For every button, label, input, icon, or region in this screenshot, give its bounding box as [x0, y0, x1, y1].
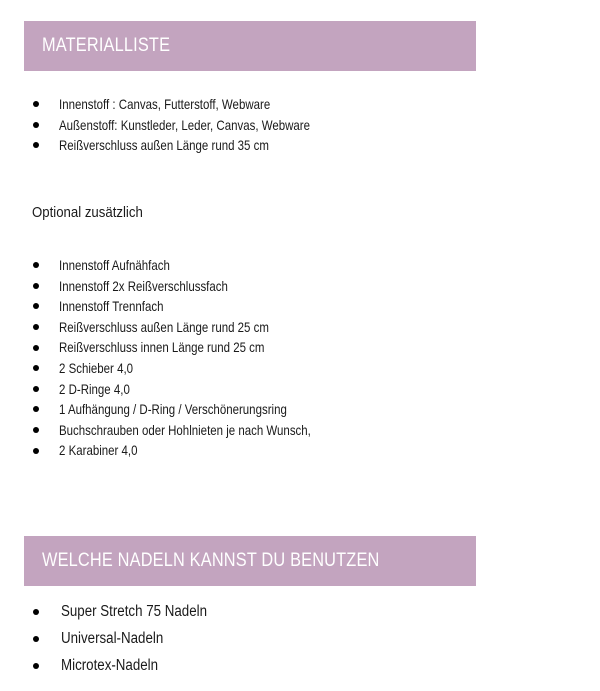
list-item-text: Buchschrauben oder Hohlnieten je nach Wunsch,	[59, 421, 311, 438]
bullet-icon	[33, 663, 39, 669]
bullet-icon	[33, 365, 39, 371]
bullet-icon	[33, 283, 39, 289]
list-item-text: 2 D-Ringe 4,0	[59, 380, 130, 397]
list-item-text: 1 Aufhängung / D-Ring / Verschönerungsring	[59, 401, 287, 418]
bullet-icon	[33, 262, 39, 268]
bullet-icon	[33, 406, 39, 412]
bullet-icon	[33, 448, 39, 454]
list-item-text: 2 Schieber 4,0	[59, 359, 134, 376]
bullet-icon	[33, 609, 39, 615]
bullet-icon	[33, 101, 39, 107]
bullet-icon	[33, 345, 39, 351]
list-item-text: Reißverschluss außen Länge rund 25 cm	[59, 318, 269, 335]
optional-heading: Optional zusätzlich	[32, 204, 143, 221]
list-item-text: Microtex-Nadeln	[61, 657, 159, 674]
bullet-icon	[33, 386, 39, 392]
bullet-icon	[33, 427, 39, 433]
list-item-text: Super Stretch 75 Nadeln	[61, 603, 207, 620]
bullet-icon	[33, 303, 39, 309]
materialliste-title: MATERIALLISTE	[42, 35, 171, 56]
nadeln-title: WELCHE NADELN KANNST DU BENUTZEN	[42, 550, 380, 571]
list-item-text: Außenstoff: Kunstleder, Leder, Canvas, Webware	[59, 116, 311, 133]
list-item-text: Universal-Nadeln	[61, 630, 164, 647]
list-item-text: Reißverschluss innen Länge rund 25 cm	[59, 339, 265, 356]
list-item-text: Innenstoff Trennfach	[59, 298, 164, 315]
list-item-text: Reißverschluss außen Länge rund 35 cm	[59, 137, 269, 153]
bullet-icon	[33, 142, 39, 148]
bullet-icon	[33, 636, 39, 642]
bullet-icon	[33, 324, 39, 330]
list-item-text: Innenstoff 2x Reißverschlussfach	[59, 277, 228, 294]
list-item-text: Innenstoff Aufnähfach	[59, 257, 170, 273]
list-item-text: Innenstoff : Canvas, Futterstoff, Webware	[59, 96, 271, 112]
bullet-icon	[33, 122, 39, 128]
nadeln-banner	[24, 536, 476, 586]
list-item-text: 2 Karabiner 4,0	[59, 442, 138, 459]
materialliste-banner	[24, 21, 476, 71]
